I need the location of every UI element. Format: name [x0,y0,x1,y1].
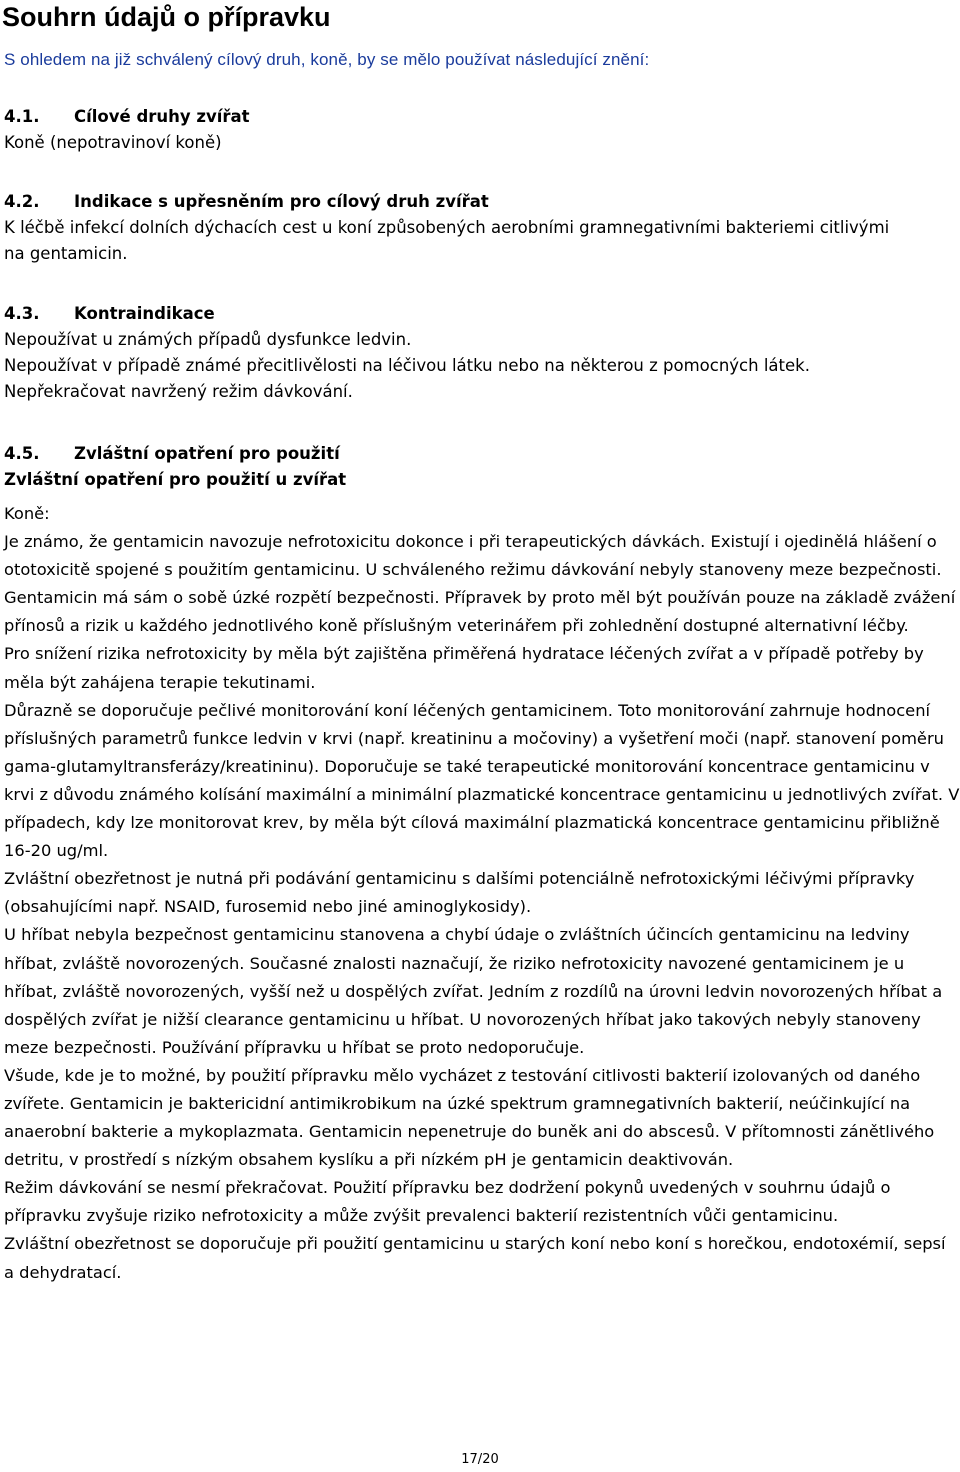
section-number: 4.2. [4,192,40,211]
paragraph: Všude, kde je to možné, by použití přípravku mělo vycházet z testování citlivosti bakterií izolovaných od daného zvířete. Gentamicin je baktericidní antimikrobikum na úzké spektrum gramnegativních bakterií, neúčinkující na anaerobní bakterie a mykoplazmata. Gentamicin nepenetruje do buněk ani do abscesů. V přítomnosti zánětlivého detritu, v prostředí s nízkým obsahem kyslíku a při nízkém pH je gentamicin deaktivován. [4,1065,935,1170]
section-4-5 [4,441,346,493]
section-4-5-body [4,500,960,1287]
section-heading [4,189,904,215]
paragraph: Je známo, že gentamicin navozuje nefrotoxicitu dokonce i při terapeutických dávkách. Existují i ojedinělá hlášení o ototoxicitě spojené s použitím gentamicinu. U schváleného režimu dávkování nebyly stanoveny meze bezpečnosti. Gentamicin má sám o sobě úzké rozpětí bezpečnosti. Přípravek by proto měl být používán pouze na základě zvážení přínosů a rizik u každého jednotlivého koně příslušným veterinářem při zohlednění dostupné alternativní léčby. [4,532,956,636]
section-heading-text: Kontraindikace [74,304,215,323]
section-4-3 [4,301,810,405]
section-line: K léčbě infekcí dolních dýchacích cest u koní způsobených aerobními gramnegativními bakteriemi citlivými na gentamicin. [4,218,890,263]
page-number: 17/20 [461,1452,499,1467]
section-4-2 [4,189,904,267]
section-4-1 [4,104,250,156]
species-label: Koně: [4,504,50,523]
section-line: Koně (nepotravinoví koně) [4,133,222,152]
paragraph: Důrazně se doporučuje pečlivé monitorování koní léčených gentamicinem. Toto monitorování zahrnuje hodnocení příslušných parametrů funkce ledvin v krvi (např. kreatininu a močoviny) a vyšetření moči (např. stanovení poměru gama-glutamyltransferázy/kreatininu). Doporučuje se také terapeutické monitorování koncentrace gentamicinu v krvi z důvodu známého kolísání maximální a minimální plazmatické koncentrace gentamicinu u jednotlivých zvířat. V případech, kdy lze monitorovat krev, by měla být cílová maximální plazmatická koncentrace gentamicinu přibližně 16-20 ug/ml. [4,700,960,861]
paragraph: Režim dávkování se nesmí překračovat. Použití přípravku bez dodržení pokynů uvedených v souhrnu údajů o přípravku zvyšuje riziko nefrotoxicity a může zvýšit prevalenci bakterií rezistentních vůči gentamicinu. [4,1178,891,1226]
section-heading-text: Indikace s upřesněním pro cílový druh zvířat [74,192,489,211]
section-number: 4.3. [4,304,40,323]
paragraph: Zvláštní obezřetnost se doporučuje při použití gentamicinu u starých koní nebo koní s horečkou, endotoxémií, sepsí a dehydratací. [4,1234,946,1282]
section-line: Nepoužívat v případě známé přecitlivělosti na léčivou látku nebo na některou z pomocných látek. [4,356,810,375]
section-line: Nepoužívat u známých případů dysfunkce ledvin. [4,330,412,349]
paragraph: U hříbat nebyla bezpečnost gentamicinu stanovena a chybí údaje o zvláštních účincích gentamicinu na ledviny hříbat, zvláště novorozených. Současné znalosti naznačují, že riziko nefrotoxicity navozené gentamicinem je u hříbat, zvláště novorozených, vyšší než u dospělých zvířat. Jedním z rozdílů na úrovni ledvin novorozených hříbat a dospělých zvířat je nižší clearance gentamicinu u hříbat. U novorozených hříbat jako takových nebyly stanoveny meze bezpečnosti. Používání přípravku u hříbat se proto nedoporučuje. [4,925,943,1057]
section-heading-text: Cílové druhy zvířat [74,107,250,126]
section-heading [4,104,250,130]
intro-text: S ohledem na již schválený cílový druh, koně, by se mělo používat následující znění: [4,50,650,69]
document-title: Souhrn údajů o přípravku [2,2,331,32]
section-number: 4.5. [4,444,40,463]
paragraph: Pro snížení rizika nefrotoxicity by měla být zajištěna přiměřená hydratace léčených zvířat a v případě potřeby by měla být zahájena terapie tekutinami. [4,644,924,692]
section-number: 4.1. [4,107,40,126]
section-heading-text: Zvláštní opatření pro použití [74,444,340,463]
section-line: Nepřekračovat navržený režim dávkování. [4,382,353,401]
section-subheading: Zvláštní opatření pro použití u zvířat [4,470,347,489]
paragraph: Zvláštní obezřetnost je nutná při podávání gentamicinu s dalšími potenciálně nefrotoxickými léčivými přípravky (obsahujícími např. NSAID, furosemid nebo jiné aminoglykosidy). [4,869,915,917]
section-heading [4,441,346,467]
section-heading [4,301,810,327]
